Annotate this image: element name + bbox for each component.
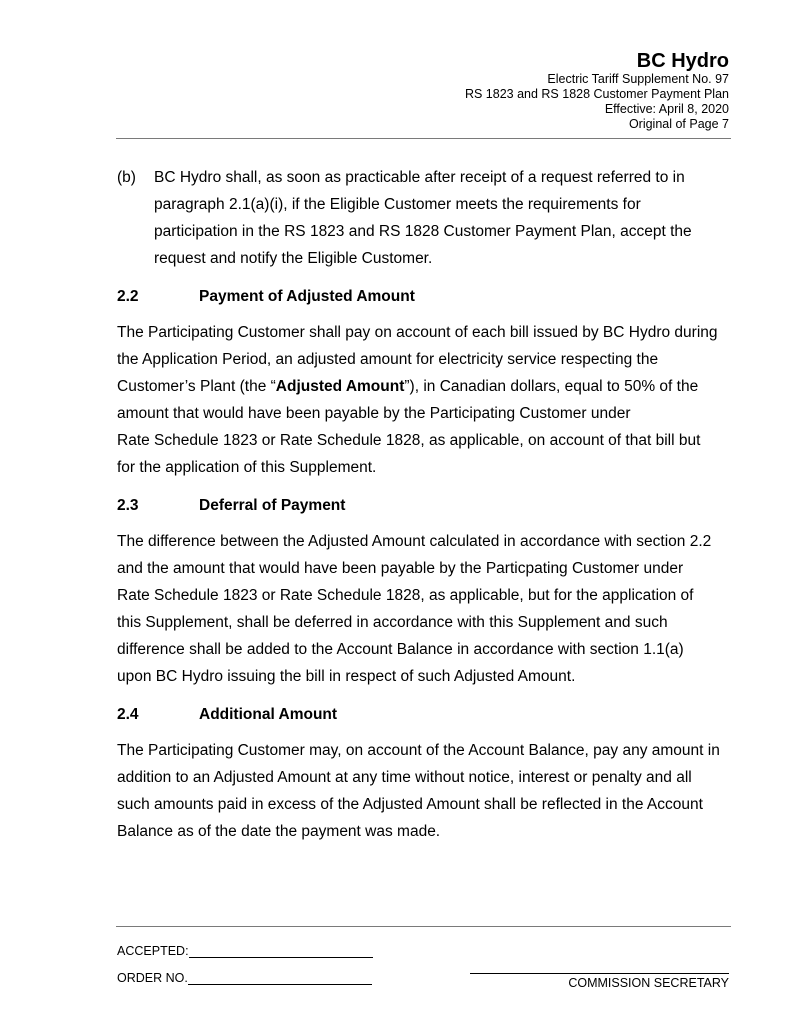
text-line: The Participating Customer shall pay on account of each bill issued by BC Hydro during (117, 324, 718, 341)
section-number: 2.2 (117, 288, 139, 305)
header-divider (116, 138, 731, 139)
section-title: Additional Amount (199, 706, 338, 723)
text-line: Rate Schedule 1823 or Rate Schedule 1828, as applicable, on account of that bill but (117, 432, 701, 449)
text-line: Balance as of the date the payment was made. (117, 823, 441, 840)
text-line: The Participating Customer may, on account of the Account Balance, pay any amount in (117, 742, 720, 759)
commission-secretary-block (470, 973, 729, 990)
text-line: BC Hydro shall, as soon as practicable after receipt of a request referred to in (154, 169, 685, 186)
org-name: BC Hydro (636, 50, 729, 72)
document-body (117, 164, 737, 845)
text-line: paragraph 2.1(a)(i), if the Eligible Customer meets the requirements for (154, 196, 641, 213)
commission-signature-line (470, 973, 729, 974)
commission-secretary-label: COMMISSION SECRETARY (568, 976, 729, 990)
section-2-3-body (117, 528, 737, 690)
section-heading-2-2 (117, 287, 737, 307)
text-line: the Application Period, an adjusted amount for electricity service respecting the (117, 351, 659, 368)
order-number-line (188, 972, 372, 985)
text-line: such amounts paid in excess of the Adjusted Amount shall be reflected in the Account (117, 796, 703, 813)
text-line: The difference between the Adjusted Amount calculated in accordance with section 2.2 (117, 533, 712, 550)
text-line: this Supplement, shall be deferred in accordance with this Supplement and such (117, 614, 668, 631)
text-line (117, 373, 737, 400)
defined-term: Adjusted Amount (275, 378, 405, 395)
text-line: amount that would have been payable by the Participating Customer under (117, 405, 631, 422)
accepted-label: ACCEPTED: (117, 944, 189, 958)
section-title: Payment of Adjusted Amount (199, 288, 415, 305)
text-line: addition to an Adjusted Amount at any time without notice, interest or penalty and all (117, 769, 692, 786)
page-number: Original of Page 7 (628, 117, 729, 131)
effective-date: Effective: April 8, 2020 (604, 102, 729, 116)
accepted-signature-line (189, 945, 373, 958)
section-heading-2-4 (117, 705, 737, 725)
section-title: Deferral of Payment (199, 497, 346, 514)
paragraph-b (117, 164, 737, 272)
text-line: Rate Schedule 1823 or Rate Schedule 1828, as applicable, but for the application of (117, 587, 694, 604)
accepted-row (117, 944, 373, 958)
section-2-4-body (117, 737, 737, 845)
footer-divider (116, 926, 731, 927)
text-line: and the amount that would have been payable by the Particpating Customer under (117, 560, 684, 577)
order-label: ORDER NO. (117, 971, 188, 985)
section-heading-2-3 (117, 496, 737, 516)
text-line: request and notify the Eligible Customer. (154, 250, 433, 267)
section-number: 2.4 (117, 706, 139, 723)
document-header (465, 50, 729, 132)
order-row (117, 971, 372, 985)
supplement-number: Electric Tariff Supplement No. 97 (547, 72, 729, 86)
section-number: 2.3 (117, 497, 139, 514)
text-span: Customer’s Plant (the “ (117, 378, 276, 395)
plan-title: RS 1823 and RS 1828 Customer Payment Plan (464, 87, 729, 101)
text-span: ”), in Canadian dollars, equal to 50% of the (404, 378, 699, 395)
text-line: upon BC Hydro issuing the bill in respect of such Adjusted Amount. (117, 668, 576, 685)
section-2-2-body (117, 319, 737, 481)
paragraph-label: (b) (117, 169, 136, 186)
text-line: for the application of this Supplement. (117, 459, 377, 476)
text-line: participation in the RS 1823 and RS 1828 Customer Payment Plan, accept the (154, 223, 692, 240)
text-line: difference shall be added to the Account Balance in accordance with section 1.1(a) (117, 641, 684, 658)
